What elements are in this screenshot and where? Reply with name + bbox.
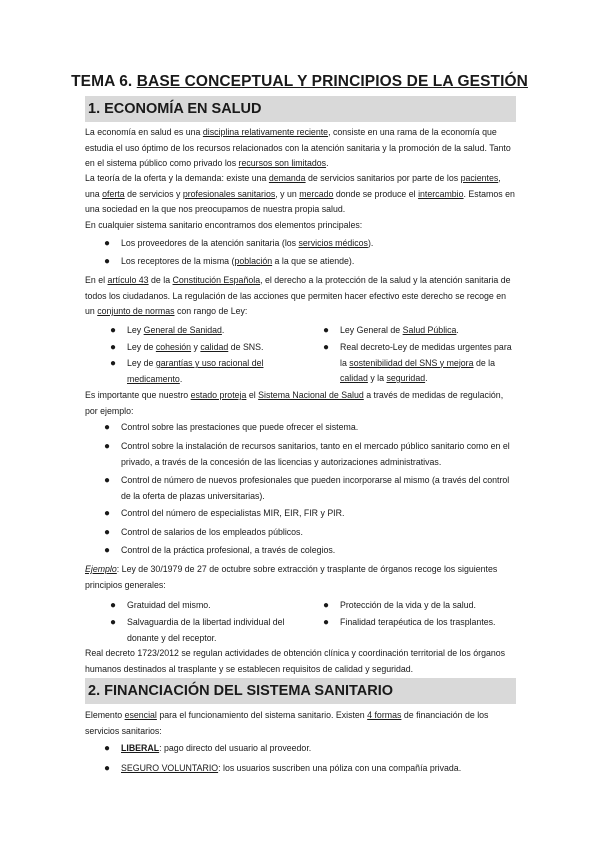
underlined-term: cohesión bbox=[155, 342, 192, 352]
text-run: . bbox=[425, 373, 428, 383]
underlined-term: profesionales sanitarios bbox=[182, 188, 276, 199]
text-run: Es importante que nuestro bbox=[85, 390, 191, 400]
form-text bbox=[121, 741, 516, 757]
text-run: de servicios y bbox=[124, 188, 183, 199]
paragraph-financiacion-intro bbox=[85, 708, 517, 739]
text-run: , el derecho a la protección de la salud y la atención sanitaria de todos los ciudadanos. La regulación de las acciones que permiten hacer efectivo este derecho se recoge en un bbox=[85, 275, 511, 316]
control-text: Control del número de especialistas MIR, EIR, FIR y PIR. bbox=[121, 508, 345, 518]
title-main: BASE CONCEPTUAL Y PRINCIPIOS DE LA GESTIÓN bbox=[136, 73, 528, 90]
underlined-term: Constitución Española bbox=[172, 275, 261, 285]
text-run: Elemento bbox=[85, 710, 125, 720]
text-run: para el funcionamiento del sistema sanitario. Existen bbox=[156, 710, 368, 720]
control-text: Control de número de nuevos profesionales que pueden incorporarse al mismo (a través del control de la oferta de plazas universitarias). bbox=[121, 475, 510, 501]
text-run: . Estamos en una sociedad en la que nos preocupamos de nuestra propia salud. bbox=[85, 188, 515, 214]
section-heading-text: 2. FINANCIACIÓN DEL SISTEMA SANITARIO bbox=[88, 683, 394, 699]
law-text bbox=[340, 340, 520, 387]
underlined-term: mercado bbox=[299, 188, 334, 199]
bullet-icon: ● bbox=[110, 342, 117, 353]
law-text bbox=[127, 356, 307, 387]
underlined-term: intercambio bbox=[418, 188, 464, 199]
principle-text: Salvaguardia de la libertad individual del donante y del receptor. bbox=[127, 617, 285, 643]
text-run: : los usuarios suscriben una póliza con una compañía privada. bbox=[218, 763, 462, 773]
bullet-icon: ● bbox=[110, 600, 117, 611]
principle-text: Finalidad terapéutica de los trasplantes. bbox=[340, 617, 496, 627]
underlined-term: Sistema Nacional de Salud bbox=[258, 390, 364, 400]
text-run: , y un bbox=[275, 188, 300, 199]
bullet-icon: ● bbox=[110, 358, 117, 369]
text-run: donde se produce el bbox=[333, 188, 419, 199]
control-text: Control de salarios de los empleados públicos. bbox=[121, 527, 303, 537]
underlined-term: sostenibilidad del SNS y mejora bbox=[349, 357, 474, 368]
form-text bbox=[121, 761, 516, 777]
underlined-term: artículo 43 bbox=[107, 275, 149, 285]
underlined-term: recursos son limitados bbox=[238, 158, 327, 168]
bullet-icon: ● bbox=[110, 325, 117, 336]
underlined-term: esencial bbox=[124, 710, 157, 720]
underlined-term: SEGURO VOLUNTARIO bbox=[121, 763, 219, 773]
text-run: con rango de Ley: bbox=[174, 306, 248, 316]
text-run: ). bbox=[367, 238, 374, 248]
law-text bbox=[127, 340, 312, 356]
bullet-icon: ● bbox=[104, 743, 111, 754]
underlined-term: seguridad bbox=[386, 373, 426, 383]
underlined-term: Salud Pública bbox=[402, 325, 457, 335]
example-text: : Ley de 30/1979 de 27 de octubre sobre extracción y trasplante de órganos recoge los siguientes principios generales: bbox=[85, 564, 498, 590]
text-run: Ley bbox=[127, 325, 144, 335]
underlined-term: LIBERAL bbox=[121, 743, 160, 753]
text-run: de la bbox=[148, 275, 173, 285]
law-text bbox=[340, 323, 520, 339]
underlined-term: estado proteja bbox=[190, 390, 247, 400]
control-text: Control de la práctica profesional, a través de colegios. bbox=[121, 545, 336, 555]
underlined-term: servicios médicos bbox=[298, 238, 368, 248]
underlined-term: General de Sanidad bbox=[143, 325, 222, 335]
bullet-icon: ● bbox=[104, 527, 111, 538]
bullet-icon: ● bbox=[104, 238, 111, 249]
text-run: Ley General de bbox=[340, 325, 403, 335]
text-run: el bbox=[246, 390, 259, 400]
bullet-icon: ● bbox=[104, 256, 111, 267]
underlined-term: conjunto de normas bbox=[97, 306, 175, 316]
underlined-term: disciplina relativamente reciente bbox=[202, 127, 329, 137]
bullet-icon: ● bbox=[110, 617, 117, 628]
underlined-term: garantías y uso racional del medicamento bbox=[127, 358, 264, 384]
list-item-text bbox=[121, 254, 354, 270]
paragraph-articulo-43 bbox=[85, 273, 517, 320]
title-prefix: TEMA 6. bbox=[71, 73, 137, 90]
underlined-term: población bbox=[234, 256, 273, 266]
section-heading-financiacion bbox=[85, 678, 516, 704]
text-run: Los proveedores de la atención sanitaria (los bbox=[121, 238, 299, 248]
text-run: , una bbox=[85, 173, 501, 199]
text-run: a la que se atiende). bbox=[272, 256, 355, 266]
paragraph-economia-definicion bbox=[85, 125, 517, 172]
underlined-term: calidad bbox=[200, 342, 229, 352]
text-run: . bbox=[221, 325, 225, 335]
principle-text: Protección de la vida y de la salud. bbox=[340, 600, 476, 610]
underlined-term: oferta bbox=[102, 188, 125, 199]
bullet-icon: ● bbox=[104, 545, 111, 556]
text-run: . bbox=[326, 158, 329, 168]
text-run: de la bbox=[473, 357, 496, 368]
text-run: y bbox=[191, 342, 201, 352]
bullet-icon: ● bbox=[104, 763, 111, 774]
text-run: de SNS. bbox=[228, 342, 264, 352]
text-run: En el bbox=[85, 275, 108, 285]
law-text bbox=[127, 323, 312, 339]
page-title bbox=[0, 73, 599, 91]
list-item-text bbox=[121, 236, 373, 252]
bullet-icon: ● bbox=[323, 617, 330, 628]
text-run: de financiación de los servicios sanitarios: bbox=[85, 710, 489, 736]
text-run: Ley de bbox=[127, 342, 156, 352]
text-run: La economía en salud es una bbox=[85, 127, 203, 137]
section-heading-economia bbox=[85, 96, 516, 122]
text-run: : pago directo del usuario al proveedor. bbox=[159, 743, 312, 753]
bullet-icon: ● bbox=[323, 600, 330, 611]
text-run: de servicios sanitarios por parte de los bbox=[305, 173, 461, 183]
example-label: Ejemplo bbox=[85, 564, 117, 574]
underlined-term: pacientes bbox=[460, 173, 499, 183]
paragraph-ejemplo bbox=[85, 562, 517, 593]
section-heading-text: 1. ECONOMÍA EN SALUD bbox=[88, 101, 262, 117]
text-run: a través de medidas de regulación, por ejemplo: bbox=[85, 390, 504, 416]
bullet-icon: ● bbox=[104, 422, 111, 433]
paragraph-regulacion bbox=[85, 388, 517, 419]
bullet-icon: ● bbox=[104, 475, 111, 486]
text-run: Ley de bbox=[127, 358, 156, 368]
text-run: . bbox=[456, 325, 459, 335]
bullet-icon: ● bbox=[104, 508, 111, 519]
text-run: Real decreto-Ley de medidas urgentes para la bbox=[340, 342, 512, 368]
text-run: y la bbox=[367, 373, 387, 383]
text-run: La teoría de la oferta y la demanda: existe una bbox=[85, 173, 269, 183]
text-run: . bbox=[179, 373, 183, 384]
paragraph-oferta-demanda bbox=[85, 171, 517, 218]
control-text: Control sobre la instalación de recursos sanitarios, tanto en el mercado público sanitario como en el privado, a través de la concesión de las licencias y autorizaciones administrativas. bbox=[121, 441, 510, 467]
principle-text: Gratuidad del mismo. bbox=[127, 600, 211, 610]
paragraph-elementos-intro: En cualquier sistema sanitario encontramos dos elementos principales: bbox=[85, 220, 363, 230]
bullet-icon: ● bbox=[323, 342, 330, 353]
control-text: Control sobre las prestaciones que puede ofrecer el sistema. bbox=[121, 422, 359, 432]
underlined-term: calidad bbox=[340, 373, 368, 383]
bullet-icon: ● bbox=[323, 325, 330, 336]
underlined-term: demanda bbox=[268, 173, 306, 183]
text-run: Los receptores de la misma ( bbox=[121, 256, 235, 266]
bullet-icon: ● bbox=[104, 441, 111, 452]
paragraph-real-decreto: Real decreto 1723/2012 se regulan actividades de obtención clínica y coordinación territorial de los órganos humanos destinados al trasplante y se establecen requisitos de calidad y seguridad. bbox=[85, 648, 506, 674]
underlined-term: 4 formas bbox=[367, 710, 402, 720]
text-run: , consiste en una rama de la economía que estudia el uso óptimo de los recursos relacionados con la atención sanitaria y la promoción de la salud. Tanto en el sistema público como privado los bbox=[85, 127, 511, 168]
